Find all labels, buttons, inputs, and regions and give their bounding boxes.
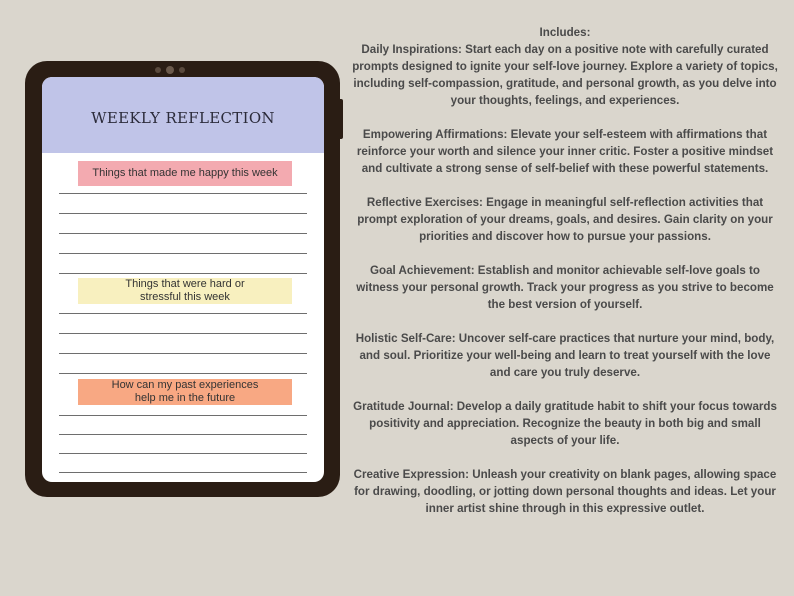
feature-holistic-self-care: Holistic Self-Care: Uncover self-care practices that nurture your mind, body, and soul. Prioritize your well-being and learn to treat yourself with the love and care you truly deserve.	[355, 332, 775, 379]
planner-title: WEEKLY REFLECTION	[91, 109, 275, 127]
writing-line	[59, 213, 307, 214]
writing-line	[59, 353, 307, 354]
writing-line	[59, 313, 307, 314]
writing-line	[59, 253, 307, 254]
writing-line	[59, 273, 307, 274]
writing-line	[59, 415, 307, 416]
tablet-screen	[42, 77, 324, 482]
writing-line	[59, 472, 307, 473]
prompt-label: Things that were hard or stressful this week	[125, 278, 245, 303]
feature-gratitude-journal: Gratitude Journal: Develop a daily gratitude habit to shift your focus towards positivity and appreciation. Recognize the beauty in both big and small aspects of your life.	[353, 400, 777, 447]
camera-dot	[155, 67, 161, 73]
writing-line	[59, 453, 307, 454]
writing-line	[59, 373, 307, 374]
prompt-label: Things that made me happy this week	[92, 167, 278, 179]
feature-reflective-exercises: Reflective Exercises: Engage in meaningful self-reflection activities that prompt exploration of your dreams, goals, and desires. Gain clarity on your priorities and discover how to pursue your passions.	[357, 196, 773, 243]
writing-line	[59, 233, 307, 234]
writing-line	[59, 333, 307, 334]
camera-lens	[166, 66, 174, 74]
feature-list	[348, 24, 782, 534]
feature-goal-achievement: Goal Achievement: Establish and monitor achievable self-love goals to witness your personal growth. Track your progress as you strive to become the best version of yourself.	[356, 264, 774, 311]
prompt-happy	[78, 161, 292, 186]
tablet-side-button	[340, 99, 343, 139]
feature-creative-expression: Creative Expression: Unleash your creativity on blank pages, allowing space for drawing, doodling, or jotting down personal thoughts and ideas. Let your inner artist shine through in this expressive outlet.	[353, 468, 777, 515]
camera-dot	[179, 67, 185, 73]
prompt-future	[78, 379, 292, 405]
feature-empowering-affirmations: Empowering Affirmations: Elevate your self-esteem with affirmations that reinforce your worth and silence your inner critic. Foster a positive mindset and cultivate a strong sense of self-belief with these powerful statements.	[356, 128, 774, 175]
tablet-frame	[25, 61, 340, 497]
prompt-hard	[78, 278, 292, 304]
writing-line	[59, 193, 307, 194]
includes-heading: Includes:	[539, 26, 591, 39]
writing-line	[59, 434, 307, 435]
feature-daily-inspirations: Daily Inspirations: Start each day on a positive note with carefully curated prompts designed to ignite your self-love journey. Explore a variety of topics, including self-compassion, gratitude, and personal growth, as you delve into your thoughts, feelings, and experiences.	[352, 43, 778, 107]
prompt-label: How can my past experiences help me in the future	[111, 379, 259, 404]
